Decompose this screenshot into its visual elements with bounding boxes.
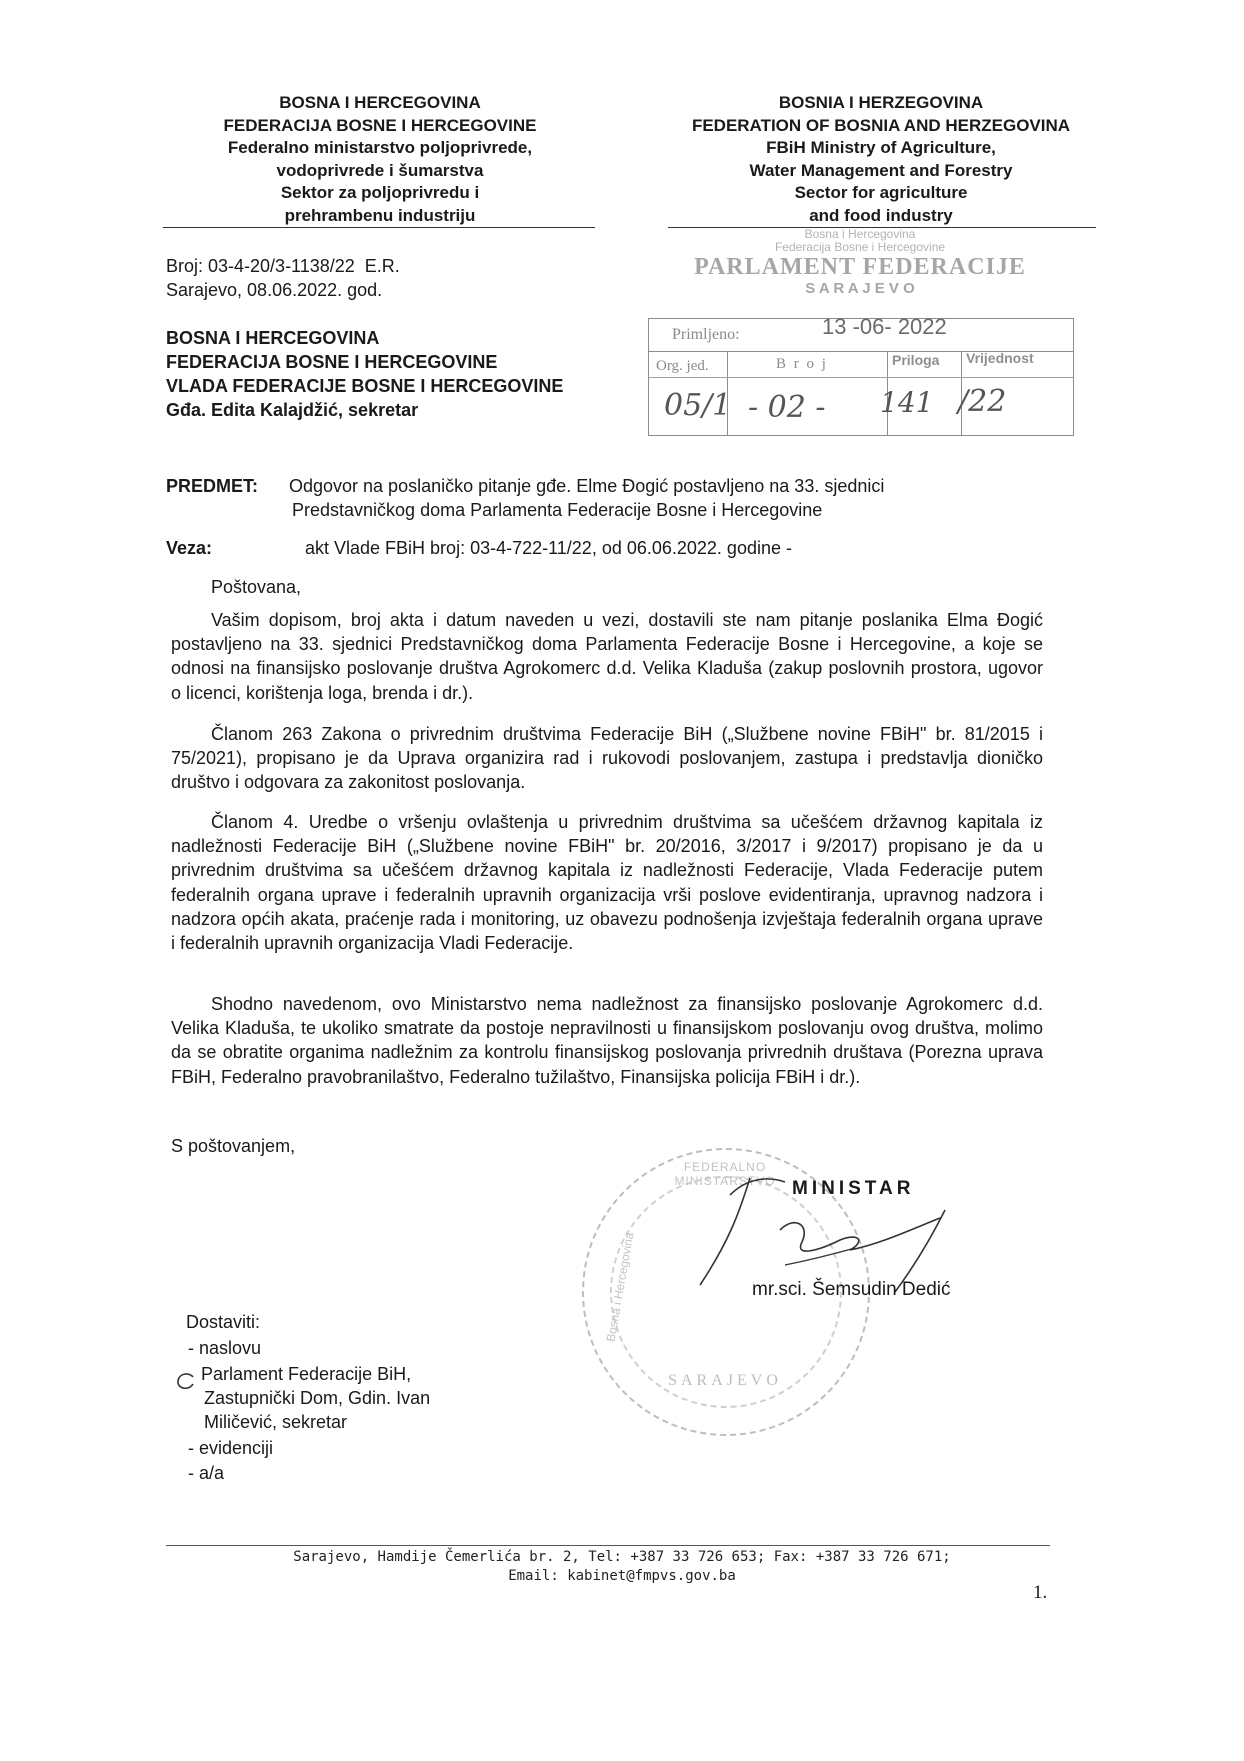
- footer-divider: [166, 1545, 1050, 1546]
- signature-stroke: [730, 1179, 785, 1195]
- body-paragraph: Članom 263 Zakona o privrednim društvima Federacije BiH („Službene novine FBiH" br. 81/2015 i 75/2021), propisano je da Uprava organizira rad i rukovodi poslovanjem, zastupa i predstavlja dioničko društvo i odgovara za zakonitost poslovanja.: [171, 724, 1043, 793]
- stamp-col-priloga: Priloga: [892, 352, 940, 368]
- header-right-line: BOSNIA I HERZEGOVINA: [778, 93, 984, 112]
- footer-address: Sarajevo, Hamdije Čemerlića br. 2, Tel: +387 33 726 653; Fax: +387 33 726 671;: [293, 1549, 951, 1565]
- stamp-hw-vrijednost: /22: [958, 384, 1007, 419]
- recipient-line: Gđa. Edita Kalajdžić, sekretar: [166, 400, 419, 420]
- header-right-line: FBiH Ministry of Agriculture,: [766, 138, 996, 157]
- link-label: Veza:: [166, 538, 213, 558]
- stamp-received-date: 13 -06- 2022: [822, 314, 947, 339]
- stamp-hw-priloga: 141: [880, 386, 934, 419]
- subject-line-2: Predstavničkog doma Parlamenta Federacije Bosne i Hercegovine: [292, 500, 823, 520]
- stamp-hw-broj: - 02 -: [748, 390, 826, 425]
- header-right-line: Sector for agriculture: [794, 183, 968, 202]
- stamp-line-4: S A R A J E V O: [805, 280, 915, 297]
- footer-email: Email: kabinet@fmpvs.gov.ba: [508, 1568, 736, 1584]
- stamp-hw-org: 05/1: [664, 388, 732, 423]
- header-right-line: Water Management and Forestry: [749, 160, 1013, 180]
- header-left-line: BOSNA I HERCEGOVINA: [279, 93, 481, 112]
- footer: [0, 1548, 1244, 1586]
- distribution-item: - evidenciji: [188, 1438, 274, 1458]
- header-right-line: and food industry: [809, 205, 953, 225]
- header-left: [190, 92, 570, 227]
- recipient-line: VLADA FEDERACIJE BOSNE I HERCEGOVINE: [166, 376, 564, 396]
- seal-text-left: Bosna i Hercegovina: [603, 1231, 637, 1343]
- received-stamp-header: [690, 228, 1030, 298]
- signature-name: mr.sci. Šemsudin Dedić: [752, 1279, 951, 1300]
- stamp-line-2: Federacija Bosne i Hercegovine: [774, 240, 946, 254]
- header-left-line: Sektor za poljoprivredu i: [280, 183, 480, 202]
- body-paragraph: Članom 4. Uredbe o vršenju ovlaštenja u privrednim društvima sa učešćem državnog kapitala iz nadležnosti Federacije BiH („Službene novine FBiH" br. 20/2016, 3/2017 i 9/2017) propisano je da u privrednim društvima sa učešćem državnog kapitala iz nadležnosti Federacije, Vlada Federacije putem federalnih organa uprave i federalnih upravnih organizacija vrši poslove evidentiranja, upravnog nadzora i nadzora općih akata, praćenje rada i monitoring, uz obavezu podnošenja izvještaja federalnih organa uprave i federalnih upravnih organizacija Vladi Federacije.: [171, 812, 1043, 954]
- stamp-line-1: Bosna i Hercegovina: [804, 227, 916, 241]
- header-left-line: vodoprivrede i šumarstva: [276, 160, 484, 180]
- subject-line-1: Odgovor na poslaničko pitanje gđe. Elme Đogić postavljeno na 33. sjednici: [289, 476, 885, 496]
- recipient-line: BOSNA I HERCEGOVINA: [166, 328, 380, 348]
- distribution-item: Parlament Federacije BiH,: [201, 1364, 412, 1384]
- seal-text-bottom: SARAJEVO: [668, 1372, 782, 1389]
- stamp-received-label: Primljeno:: [672, 326, 740, 343]
- header-left-line: Federalno ministarstvo poljoprivrede,: [227, 138, 533, 157]
- reference-block: [166, 254, 400, 302]
- distribution-item: Miličević, sekretar: [204, 1412, 348, 1432]
- distribution-item: - naslovu: [188, 1338, 262, 1358]
- stamp-line-3: PARLAMENT FEDERACIJE: [694, 254, 1026, 280]
- subject-label: PREDMET:: [166, 476, 259, 496]
- circle-mark-stroke: [178, 1374, 193, 1388]
- header-right-line: FEDERATION OF BOSNIA AND HERZEGOVINA: [691, 115, 1071, 135]
- body-paragraph: Shodno navedenom, ovo Ministarstvo nema nadležnost za finansijsko poslovanje Agrokomerc d.d. Velika Kladuša, te ukoliko smatrate da postoje nepravilnosti u finansijskom poslovanju ovog društva, molimo da se obratite organima nadležnim za kontrolu finansijskog poslovanja privrednih društava (Porezna uprava FBiH, Federalno pravobranilaštvo, Federalno tužilaštvo, Finansijska policija FBiH i dr.).: [171, 994, 1043, 1087]
- distribution-item: Zastupnički Dom, Gdin. Ivan: [204, 1388, 431, 1408]
- stamp-header-divider: [649, 377, 1073, 378]
- stamp-col-broj: B r o j: [776, 356, 828, 372]
- closing: S poštovanjem,: [171, 1136, 296, 1156]
- reference-date: Sarajevo, 08.06.2022. god.: [166, 280, 383, 300]
- header-left-line: prehrambenu industriju: [284, 205, 476, 225]
- signature-stroke: [785, 1248, 855, 1265]
- recipient-line: FEDERACIJA BOSNE I HERCEGOVINE: [166, 352, 498, 372]
- circle-mark-icon: [175, 1371, 197, 1393]
- header-left-divider: [163, 227, 595, 228]
- recipient-block: [166, 326, 563, 422]
- stamp-col-org: Org. jed.: [656, 358, 709, 374]
- salutation: Poštovana,: [211, 577, 302, 597]
- signature-stroke: [780, 1218, 940, 1251]
- body-paragraph: Vašim dopisom, broj akta i datum naveden u vezi, dostavili ste nam pitanje poslanika Elma Đogić postavljeno na 33. sjednici Predstavničkog doma Parlamenta Federacije Bosne i Hercegovine, a koje se odnosi na finansijsko poslovanje društva Agrokomerc d.d. Velika Kladuša (zakup poslovnih prostora, ugovor o licenci, korištenja loga, brenda i dr.).: [171, 610, 1043, 703]
- link-text: akt Vlade FBiH broj: 03-4-722-11/22, od 06.06.2022. godine -: [305, 538, 792, 558]
- seal-text-top: FEDERALNO MINISTARSTVO: [674, 1160, 776, 1188]
- signature-title: MINISTAR: [792, 1178, 915, 1199]
- header-right: [660, 92, 1102, 227]
- distribution-title: Dostaviti:: [186, 1312, 261, 1332]
- header-left-line: FEDERACIJA BOSNE I HERCEGOVINE: [223, 115, 537, 135]
- page-number: 1.: [1033, 1582, 1048, 1603]
- stamp-col-vrijednost: Vrijednost: [966, 350, 1034, 366]
- signature-stroke: [700, 1178, 750, 1285]
- distribution-item: - a/a: [188, 1463, 225, 1483]
- reference-number: Broj: 03-4-20/3-1138/22 E.R.: [166, 256, 400, 276]
